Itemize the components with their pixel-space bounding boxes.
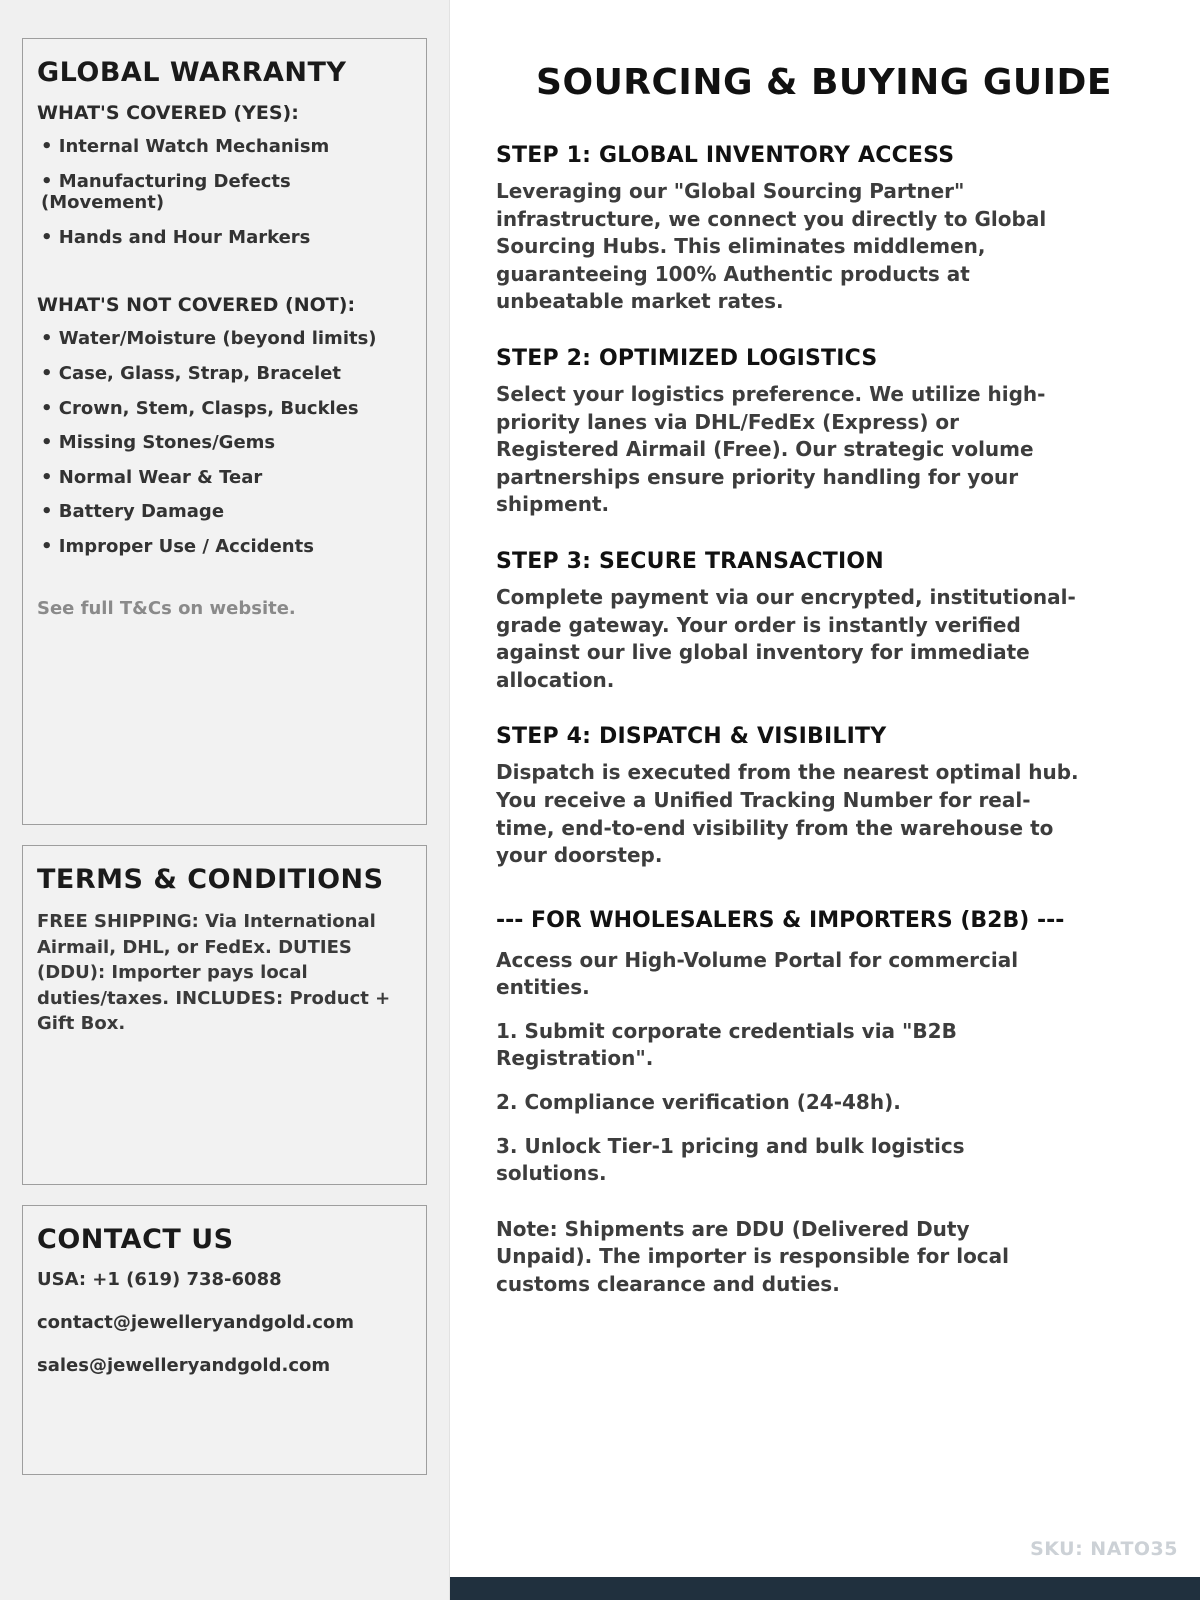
step-body: Complete payment via our encrypted, institutional-grade gateway. Your order is instantly verified against our live global inventory for immediate allocation. [496, 584, 1076, 692]
b2b-item-3: 3. Unlock Tier-1 pricing and bulk logistics solutions. [496, 1133, 965, 1186]
warranty-title: GLOBAL WARRANTY [37, 57, 347, 88]
warranty-not-covered-list [37, 328, 408, 557]
step-heading: STEP 4: DISPATCH & VISIBILITY [496, 724, 887, 750]
contact-phone: USA: +1 (619) 738-6088 [37, 1269, 282, 1290]
warranty-footnote: See full T&Cs on website. [37, 597, 296, 619]
list-item: • Water/Moisture (beyond limits) [37, 328, 408, 350]
step-heading: STEP 2: OPTIMIZED LOGISTICS [496, 345, 878, 371]
step-4 [496, 724, 1086, 869]
step-3 [496, 549, 1086, 694]
contact-title: CONTACT US [37, 1224, 234, 1255]
guide-column [450, 0, 1200, 1600]
b2b-note: Note: Shipments are DDU (Delivered Duty Unpaid). The importer is responsible for local customs clearance and duties. [496, 1216, 1010, 1297]
step-body: Dispatch is executed from the nearest optimal hub. You receive a Unified Tracking Number for real-time, end-to-end visibility from the warehouse to your doorstep. [496, 760, 1079, 868]
list-item: • Normal Wear & Tear [37, 467, 408, 489]
list-item: • Manufacturing Defects (Movement) [37, 171, 408, 214]
step-body: Leveraging our "Global Sourcing Partner" infrastructure, we connect you directly to Global Sourcing Hubs. This eliminates middlemen, guaranteeing 100% Authentic products at unbeatable market rates. [496, 179, 1047, 314]
contact-email-primary: contact@jewelleryandgold.com [37, 1312, 355, 1333]
step-heading: STEP 1: GLOBAL INVENTORY ACCESS [496, 143, 955, 168]
step-heading: STEP 3: SECURE TRANSACTION [496, 548, 884, 574]
contact-box [22, 1205, 427, 1475]
list-item: • Hands and Hour Markers [37, 227, 408, 249]
warranty-not-covered-heading: WHAT'S NOT COVERED (NOT): [37, 294, 356, 317]
footer-bar [450, 1577, 1200, 1600]
terms-title: TERMS & CONDITIONS [37, 864, 384, 895]
step-2 [496, 346, 1086, 519]
step-1 [496, 143, 1086, 316]
b2b-item-2: 2. Compliance verification (24-48h). [496, 1090, 901, 1115]
b2b-intro: Access our High-Volume Portal for commercial entities. [496, 947, 1019, 1000]
list-item: • Internal Watch Mechanism [37, 136, 408, 158]
list-item: • Improper Use / Accidents [37, 536, 408, 558]
list-item: • Case, Glass, Strap, Bracelet [37, 363, 408, 385]
step-body: Select your logistics preference. We utilize high-priority lanes via DHL/FedEx (Express) or Registered Airmail (Free). Our strategic volume partnerships ensure priority handling for your shipment. [496, 381, 1046, 517]
terms-body: FREE SHIPPING: Via International Airmail, DHL, or FedEx. DUTIES (DDU): Importer pays local duties/taxes. INCLUDES: Product + Gift Box. [37, 911, 391, 1035]
list-item: • Battery Damage [37, 501, 408, 523]
contact-email-sales: sales@jewelleryandgold.com [37, 1355, 331, 1376]
sku-label: SKU: NATO35 [1030, 1538, 1178, 1560]
b2b-item-1: 1. Submit corporate credentials via "B2B Registration". [496, 1018, 957, 1071]
warranty-covered-heading: WHAT'S COVERED (YES): [37, 102, 299, 124]
list-item: • Missing Stones/Gems [37, 432, 408, 454]
warranty-covered-list [37, 136, 408, 248]
warranty-box [22, 38, 427, 825]
page-title: SOURCING & BUYING GUIDE [536, 62, 1112, 103]
b2b-heading: --- FOR WHOLESALERS & IMPORTERS (B2B) --- [496, 907, 1065, 933]
terms-box [22, 845, 427, 1185]
list-item: • Crown, Stem, Clasps, Buckles [37, 398, 408, 420]
sidebar [0, 0, 450, 1600]
